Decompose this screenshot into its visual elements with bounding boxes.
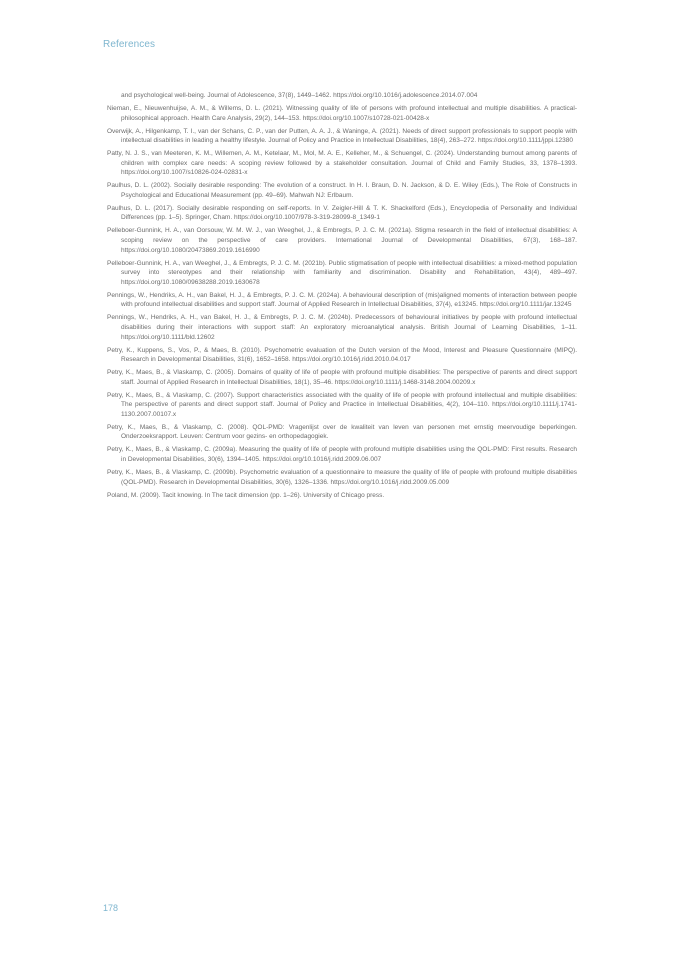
reference-entry: Pennings, W., Hendriks, A. H., van Bakel, H. J., & Embregts, P. J. C. M. (2024b). Predecessors of behavioural initiatives by people with profound intellectual disabilities during their interactions with support staff: An exploratory microanalytical analysis. British Journal of Learning Disabilities, 1–11. https://doi.org/10.1111/bld.12602: [107, 314, 577, 341]
reference-entry: Petry, K., Maes, B., & Vlaskamp, C. (2009a). Measuring the quality of life of people with profound multiple disabilities using the QOL-PMD: First results. Research in Developmental Disabilities, 30(6), 1394–1405. https://doi.org/10.1016/j.ridd.2009.06.007: [107, 446, 577, 464]
reference-entry: Paulhus, D. L. (2017). Socially desirable responding on self-reports. In V. Zeigler-Hill & T. K. Shackelford (Eds.), Encyclopedia of Personality and Individual Differences (pp. 1–5). Springer, Cham. https://doi.org/10.1007/978-3-319-28099-8_1349-1: [107, 204, 577, 222]
reference-entry: Petry, K., Maes, B., & Vlaskamp, C. (2005). Domains of quality of life of people with profound multiple disabilities: The perspective of parents and direct support staff. Journal of Applied Research in Intellectual Disabilities, 18(1), 35–46. https://doi.org/10.1111/j.1468-3148.2004.00209.x: [107, 369, 577, 386]
reference-entry: Paulhus, D. L. (2002). Socially desirable responding: The evolution of a construct. In H. I. Braun, D. N. Jackson, & D. E. Wiley (Eds.), The Role of Constructs in Psychological and Educational Measurement (pp. 49–69). Mahwah NJ: Erlbaum.: [107, 182, 577, 199]
reference-entry: Patty, N. J. S., van Meeteren, K. M., Willemen, A. M., Ketelaar, M., Mol, M. A. E., Kelleher, M., & Schuengel, C. (2024). Understanding burnout among parents of children with complex care needs: A scoping review followed by a stakeholder consultation. Journal of Child and Family Studies, 33, 1378–1393. https://doi.org/10.1007/s10826-024-02831-x: [107, 150, 577, 177]
reference-entry: Pelleboer-Gunnink, H. A., van Weeghel, J., & Embregts, P. J. C. M. (2021b). Public stigmatisation of people with intellectual disabilities: a mixed-method population survey into stereotypes and their relationship with familiarity and discrimination. Disability and Rehabilitation, 43(4), 489–497. https://doi.org/10.1080/09638288.2019.1630678: [107, 259, 577, 286]
reference-list: [107, 91, 577, 504]
reference-entry: Nieman, E., Nieuwenhuijse, A. M., & Willems, D. L. (2021). Witnessing quality of life of persons with profound intellectual and multiple disabilities. A practical-philosophical approach. Health Care Analysis, 29(2), 144–153. https://doi.org/10.1007/s10728-021-00428-x: [107, 104, 577, 122]
reference-entry: Petry, K., Kuppens, S., Vos, P., & Maes, B. (2010). Psychometric evaluation of the Dutch version of the Mood, Interest and Pleasure Questionnaire (MIPQ). Research in Developmental Disabilities, 31(6), 1652–1658. https://doi.org/10.1016/j.ridd.2010.04.017: [107, 346, 577, 364]
running-header: References: [103, 39, 156, 50]
reference-entry: Poland, M. (2009). Tacit knowing. In The tacit dimension (pp. 1–26). University of Chicago press.: [107, 491, 385, 499]
reference-entry: Pennings, W., Hendriks, A. H., van Bakel, H. J., & Embregts, P. J. C. M. (2024a). A behavioural description of (mis)aligned moments of interaction between people with profound intellectual disabilities and support staff. Journal of Applied Research in Intellectual Disabilities, 37(4), e13245. https://doi.org/10.1111/jar.13245: [107, 291, 577, 309]
reference-entry: Petry, K., Maes, B., & Vlaskamp, C. (2008). QOL-PMD: Vragenlijst over de kwaliteit van leven van personen met ernstig meervoudige beperkingen. Onderzoeksrapport. Leuven: Centrum voor gezins- en orthopedagogiek.: [107, 423, 577, 441]
reference-entry: Petry, K., Maes, B., & Vlaskamp, C. (2007). Support characteristics associated with the quality of life of people with profound intellectual and multiple disabilities: The perspective of parents and direct support staff. Journal of Policy and Practice in Intellectual Disabilities, 4(2), 104–110. https://doi.org/10.1111/j.1741-1130.2007.00107.x: [107, 391, 577, 418]
reference-entry: Pelleboer-Gunnink, H. A., van Oorsouw, W. M. W. J., van Weeghel, J., & Embregts, P. J. C. M. (2021a). Stigma research in the field of intellectual disabilities: A scoping review on the perspective of care providers. International Journal of Developmental Disabilities, 67(3), 168–187. https://doi.org/10.1080/20473869.2019.1616990: [107, 227, 577, 254]
reference-entry: Petry, K., Maes, B., & Vlaskamp, C. (2009b). Psychometric evaluation of a questionnaire to measure the quality of life of people with profound multiple disabilities (QOL-PMD). Research in Developmental Disabilities, 30(6), 1326–1336. https://doi.org/10.1016/j.ridd.2009.05.009: [107, 469, 577, 486]
reference-entry: Overwijk, A., Hilgenkamp, T. I., van der Schans, C. P., van der Putten, A. A. J., & Waninge, A. (2021). Needs of direct support professionals to support people with intellectual disabilities in leading a healthy lifestyle. Journal of Policy and Practice in Intellectual Disabilities, 18(4), 263–272. https://doi.org/10.1111/jppi.12380: [107, 127, 577, 145]
page-number: 178: [103, 903, 119, 913]
reference-entry: and psychological well-being. Journal of Adolescence, 37(8), 1449–1462. https://doi.org/10.1016/j.adolescence.2014.07.004: [121, 92, 478, 99]
